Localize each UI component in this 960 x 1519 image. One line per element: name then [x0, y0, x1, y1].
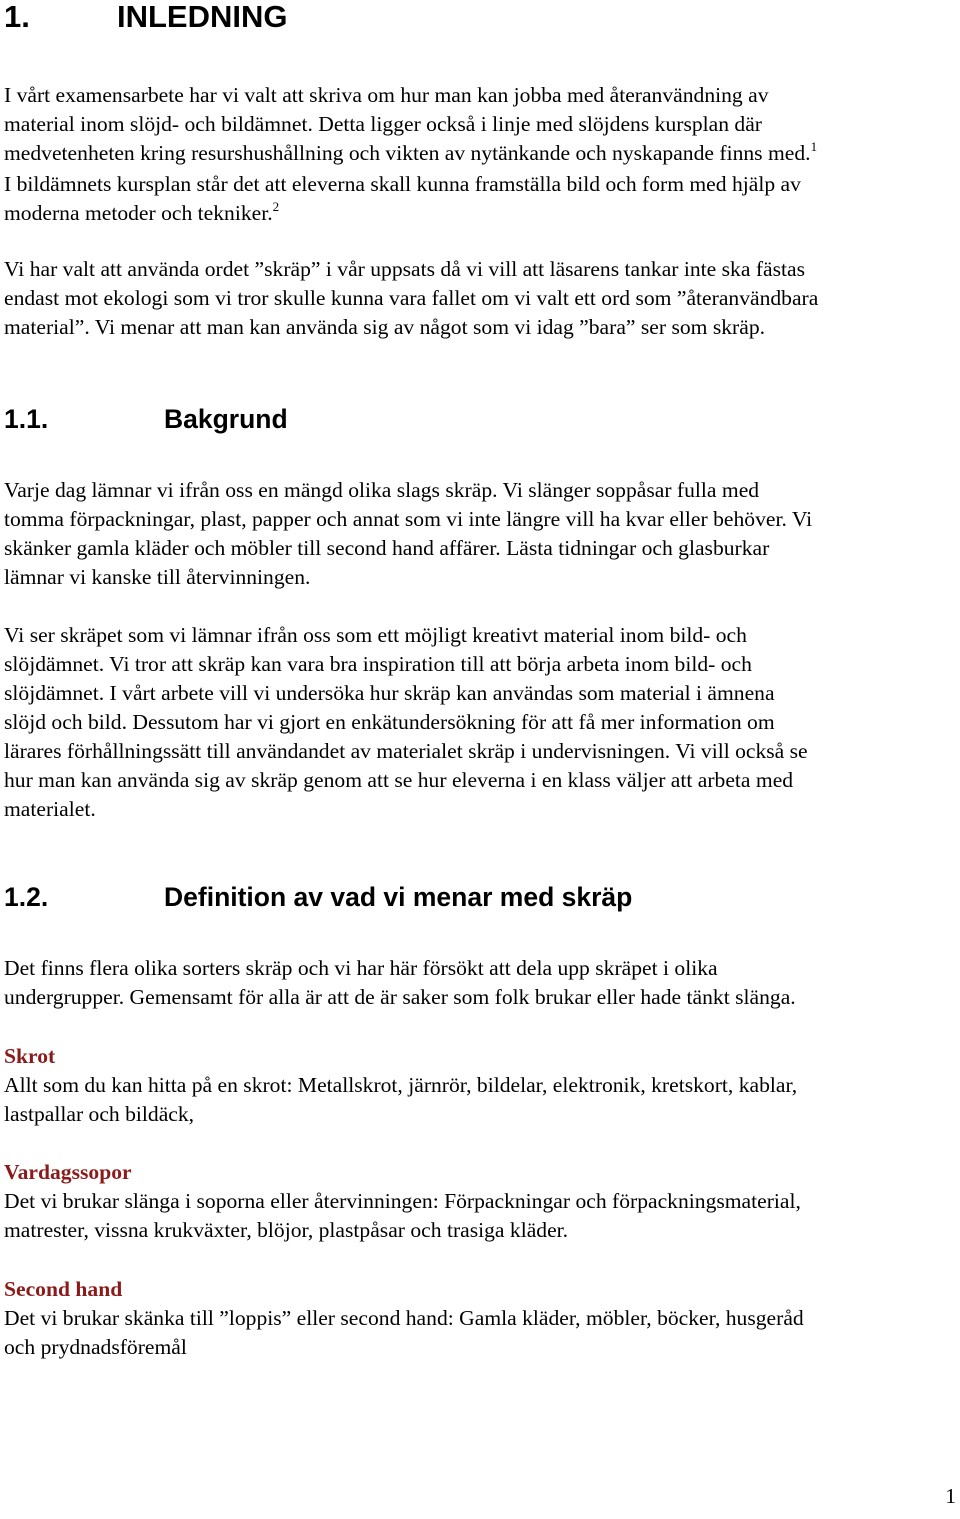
section-heading-bakgrund: [4, 401, 288, 437]
text-line: hur man kan använda sig av skräp genom att se hur eleverna i en klass väljer att arbeta med: [4, 768, 794, 792]
section-number: 1.2.: [4, 882, 49, 912]
chapter-number: 1.: [4, 0, 30, 34]
text-line: lärares förhållningssätt till användandet av materialet skräp i undervisningen. Vi vill också se: [4, 739, 808, 763]
text-line: Allt som du kan hitta på en skrot: Metallskrot, järnrör, bildelar, elektronik, kretskort, kablar,: [4, 1073, 798, 1097]
category-skrot: [4, 1042, 960, 1129]
category-vardagssopor: [4, 1158, 960, 1245]
section-title: Bakgrund: [164, 404, 288, 434]
text-line: Vi ser skräpet som vi lämnar ifrån oss som ett möjligt kreativt material inom bild- och: [4, 623, 747, 647]
text-line: material”. Vi menar att man kan använda sig av något som vi idag ”bara” ser som skräp.: [4, 315, 766, 339]
page-number: 1: [945, 1484, 956, 1508]
text-line: Det finns flera olika sorters skräp och vi har här försökt att dela upp skräpet i olika: [4, 956, 718, 980]
definition-paragraph: [4, 954, 960, 1012]
text-line: Varje dag lämnar vi ifrån oss en mängd olika slags skräp. Vi slänger soppåsar fulla med: [4, 478, 760, 502]
bakgrund-paragraph-2: [4, 621, 960, 824]
category-label: Skrot: [4, 1044, 56, 1068]
footnote-ref: 1: [810, 139, 818, 154]
bakgrund-paragraph-1: [4, 476, 960, 592]
section-title: Definition av vad vi menar med skräp: [164, 882, 633, 912]
text-line: och prydnadsföremål: [4, 1335, 187, 1359]
text-line: Det vi brukar skänka till ”loppis” eller second hand: Gamla kläder, möbler, böcker, husgeråd: [4, 1306, 804, 1330]
text-line: slöjdämnet. I vårt arbete vill vi undersöka hur skräp kan användas som material i ämnena: [4, 681, 775, 705]
text-line: matrester, vissna krukväxter, blöjor, plastpåsar och trasiga kläder.: [4, 1218, 569, 1242]
text-line-content: moderna metoder och tekniker.: [4, 201, 273, 225]
text-line: [4, 139, 960, 170]
text-line: [4, 199, 960, 230]
text-line: Vi har valt att använda ordet ”skräp” i vår uppsats då vi vill att läsarens tankar inte ska fästas: [4, 257, 805, 281]
text-line: lastpallar och bildäck,: [4, 1102, 195, 1126]
text-line: lämnar vi kanske till återvinningen.: [4, 565, 311, 589]
intro-paragraph: [4, 81, 960, 230]
text-line: I vårt examensarbete har vi valt att skriva om hur man kan jobba med återanvändning av: [4, 83, 769, 107]
text-line: undergrupper. Gemensamt för alla är att de är saker som folk brukar eller hade tänkt slänga.: [4, 985, 796, 1009]
text-line: materialet.: [4, 797, 96, 821]
text-line: slöjdämnet. Vi tror att skräp kan vara bra inspiration till att börja arbeta inom bild- och: [4, 652, 752, 676]
category-second-hand: [4, 1275, 960, 1362]
text-line: material inom slöjd- och bildämnet. Detta ligger också i linje med slöjdens kursplan där: [4, 112, 762, 136]
text-line: tomma förpackningar, plast, papper och annat som vi inte längre vill ha kvar eller behöver. Vi: [4, 507, 813, 531]
text-line: Det vi brukar slänga i soporna eller återvinningen: Förpackningar och förpackningsmaterial,: [4, 1189, 801, 1213]
text-line-content: medvetenheten kring resurshushållning och vikten av nytänkande och nyskapande finns med.: [4, 141, 811, 165]
footnote-ref: 2: [272, 199, 280, 214]
text-line: slöjd och bild. Dessutom har vi gjort en enkätundersökning för att få mer information om: [4, 710, 775, 734]
text-line: skänker gamla kläder och möbler till second hand affärer. Lästa tidningar och glasburkar: [4, 536, 770, 560]
section-heading-definition: [4, 879, 632, 915]
category-label: Second hand: [4, 1277, 123, 1301]
section-number: 1.1.: [4, 404, 49, 434]
text-line: I bildämnets kursplan står det att eleverna skall kunna framställa bild och form med hjälp av: [4, 172, 801, 196]
text-line: endast mot ekologi som vi tror skulle kunna vara fallet om vi valt ett ord som ”återanvändbara: [4, 286, 819, 310]
word-choice-paragraph: [4, 255, 960, 342]
chapter-heading: [4, 0, 288, 39]
category-label: Vardagssopor: [4, 1160, 132, 1184]
chapter-title: INLEDNING: [117, 0, 288, 34]
